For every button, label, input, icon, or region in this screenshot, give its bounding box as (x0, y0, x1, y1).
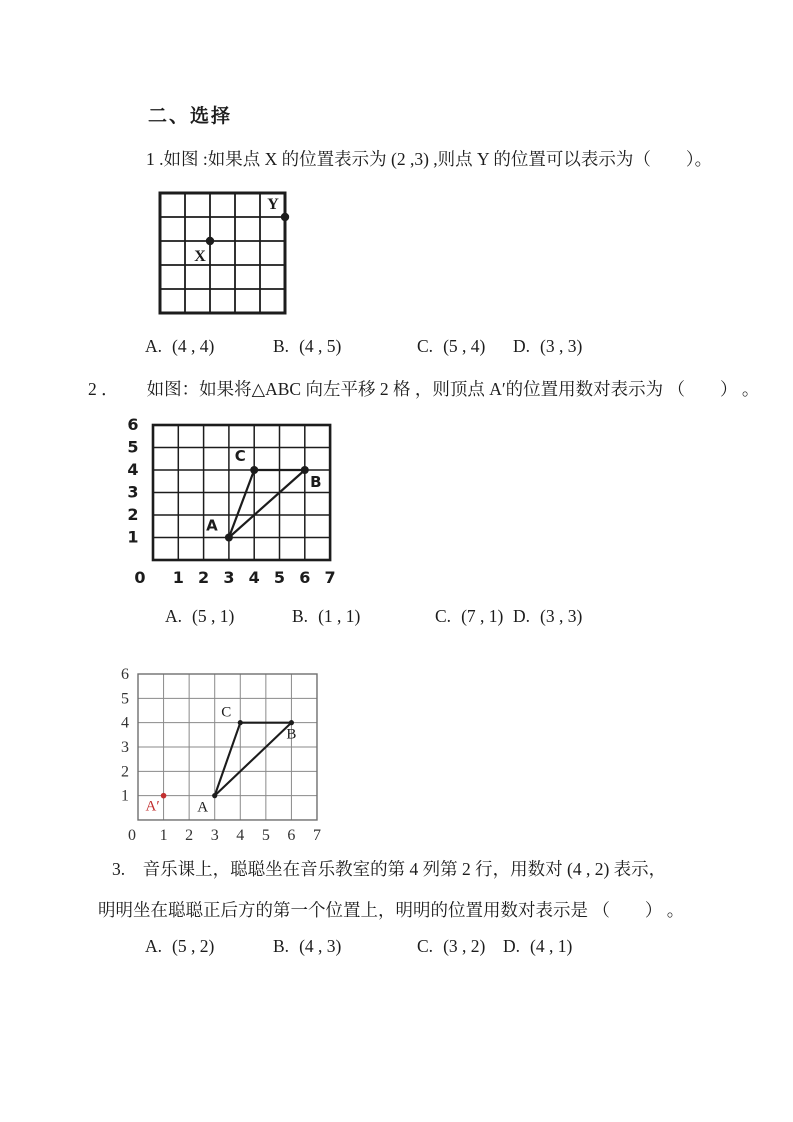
x-axis-label: 3 (223, 568, 235, 587)
point-label-A: A (197, 799, 209, 816)
point-label-X: X (194, 248, 206, 265)
question-3-text-line1: 3. 音乐课上，聪聪坐在音乐教室的第 4 列第 2 行，用数对 (4 , 2) 表示， (112, 859, 667, 879)
point-label-A: A (206, 516, 218, 535)
x-axis-label: 2 (198, 568, 210, 587)
q3-option-b: B. (4 , 3) (273, 936, 342, 956)
y-axis-label: 1 (121, 787, 129, 805)
section-title: 二、选择 (148, 106, 233, 127)
y-axis-label: 4 (121, 714, 129, 732)
point-dot-A′ (161, 793, 167, 799)
y-axis-label: 5 (121, 690, 129, 708)
y-axis-label: 3 (127, 482, 139, 502)
point-dot-B (301, 466, 309, 474)
point-dot-Y (281, 213, 289, 221)
x-axis-label: 1 (172, 568, 184, 587)
x-axis-label: 2 (185, 826, 194, 844)
x-axis-label: 0 (128, 826, 136, 844)
x-axis-label: 6 (299, 568, 311, 587)
x-axis-label: 6 (287, 826, 296, 844)
x-axis-label: 7 (312, 826, 321, 844)
y-axis-label: 6 (127, 415, 139, 434)
question-1-options (0, 336, 793, 360)
point-label-C: C (234, 447, 246, 465)
q1-option-b: B. (4 , 5) (273, 336, 342, 356)
question-2-figure-grid (115, 413, 350, 593)
point-label-B: B (286, 726, 297, 743)
y-axis-label: 4 (127, 460, 139, 479)
x-axis-label: 0 (134, 568, 146, 587)
q1-option-c: C. (5 , 4) (417, 336, 486, 356)
question-3-options (0, 936, 793, 960)
q3-option-a: A. (5 , 2) (145, 936, 215, 956)
question-3-text-line2: 明明坐在聪聪正后方的第一个位置上，明明的位置用数对表示是 （ ） 。 (98, 900, 685, 920)
point-dot-C (238, 720, 243, 725)
shape-edge (229, 470, 305, 538)
question-2-options (0, 606, 793, 630)
q3-option-c: C. (3 , 2) (417, 936, 486, 956)
question-2-number: 2 ． (88, 379, 119, 399)
q2-option-a: A. (5 , 1) (165, 606, 235, 626)
x-axis-label: 4 (236, 826, 245, 844)
question-2-translated-figure-grid (103, 660, 338, 850)
x-axis-label: 5 (261, 826, 270, 844)
point-dot-X (206, 237, 214, 245)
point-label-Y: Y (267, 196, 279, 213)
point-dot-A (225, 534, 233, 542)
point-dot-A (212, 793, 217, 798)
q1-option-d: D. (3 , 3) (513, 336, 583, 356)
question-1-text: 1 .如图 :如果点 X 的位置表示为 (2 ,3) ,则点 Y 的位置可以表示为（ ）。 (146, 149, 713, 169)
question-2-text (88, 376, 759, 401)
point-label-A′: A′ (145, 798, 160, 815)
x-axis-label: 3 (210, 826, 219, 844)
x-axis-label: 1 (159, 826, 168, 844)
q2-option-b: B. (1 , 1) (292, 606, 361, 626)
point-dot-B (289, 720, 294, 725)
y-axis-label: 2 (127, 505, 139, 524)
y-axis-label: 3 (121, 738, 129, 756)
q3-option-d: D. (4 , 1) (503, 936, 573, 956)
q2-option-c: C. (7 , 1) (435, 606, 504, 626)
y-axis-label: 6 (121, 666, 129, 683)
question-1-figure-grid (150, 185, 300, 325)
x-axis-label: 4 (248, 568, 260, 587)
point-dot-C (250, 466, 258, 474)
shape-edge (215, 723, 292, 796)
y-axis-label: 2 (121, 763, 129, 781)
q2-option-d: D. (3 , 3) (513, 606, 583, 626)
y-axis-label: 1 (127, 527, 139, 547)
x-axis-label: 7 (324, 568, 336, 587)
point-label-B: B (310, 473, 322, 491)
y-axis-label: 5 (127, 437, 139, 457)
x-axis-label: 5 (273, 568, 286, 587)
question-2-body: 如图：如果将△ABC 向左平移 2 格 ，则顶点 A′的位置用数对表示为 （ ） 。 (146, 379, 760, 399)
point-label-C: C (221, 704, 232, 721)
q1-option-a: A. (4 , 4) (145, 336, 215, 356)
